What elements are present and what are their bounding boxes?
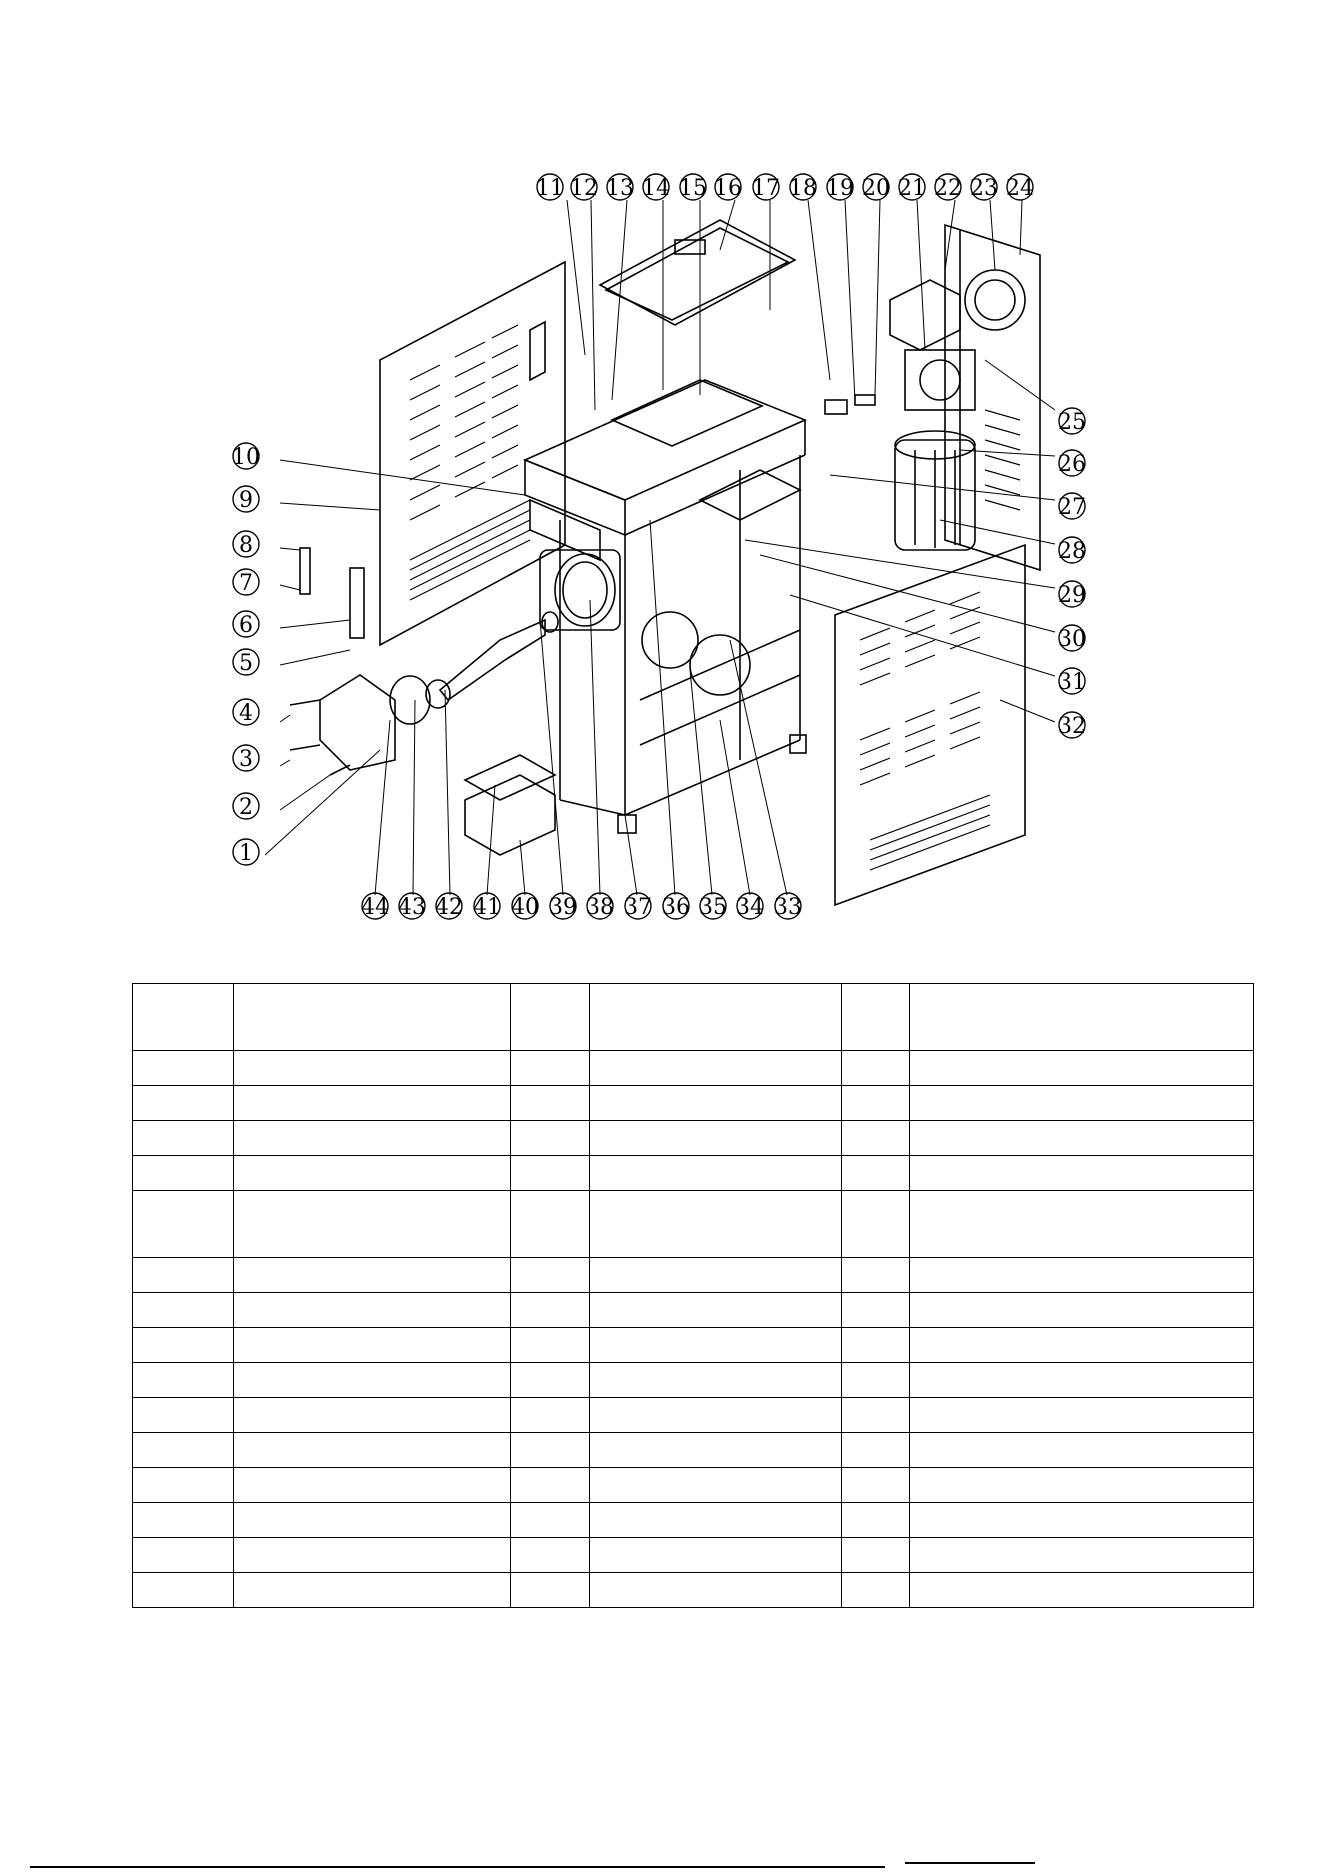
table-cell	[590, 1258, 842, 1293]
table-cell	[910, 1398, 1254, 1433]
table-cell	[511, 1538, 590, 1573]
table-cell	[910, 1121, 1254, 1156]
table-cell	[133, 1433, 234, 1468]
table-cell	[842, 1328, 910, 1363]
callout-4: 4	[239, 701, 253, 726]
table-cell	[590, 1191, 842, 1258]
table-row	[133, 1328, 1254, 1363]
table-cell	[133, 1191, 234, 1258]
table-cell	[842, 1573, 910, 1608]
table-cell	[133, 1398, 234, 1433]
table-cell	[910, 1573, 1254, 1608]
callout-7: 7	[239, 571, 253, 596]
callout-15: 15	[679, 176, 707, 201]
callout-26: 26	[1058, 452, 1086, 477]
table-cell	[133, 1328, 234, 1363]
callout-28: 28	[1058, 539, 1086, 564]
callout-43: 43	[398, 895, 426, 920]
callout-1: 1	[239, 841, 253, 866]
left-side-panel	[380, 262, 565, 645]
callout-5: 5	[239, 651, 253, 676]
callout-31: 31	[1058, 670, 1086, 695]
table-cell	[234, 1363, 511, 1398]
callout-42: 42	[435, 895, 463, 920]
callout-33: 33	[774, 895, 802, 920]
table-cell	[590, 1468, 842, 1503]
table-row	[133, 1398, 1254, 1433]
table-cell	[511, 1573, 590, 1608]
hopper-lid	[600, 220, 795, 325]
table-cell	[234, 1433, 511, 1468]
table-cell	[234, 1293, 511, 1328]
callout-38: 38	[586, 895, 614, 920]
table-cell	[910, 1156, 1254, 1191]
callout-2: 2	[239, 795, 253, 820]
callout-22: 22	[934, 176, 962, 201]
table-cell	[234, 1051, 511, 1086]
table-cell	[234, 1191, 511, 1258]
table-cell	[511, 1191, 590, 1258]
table-cell	[133, 1086, 234, 1121]
table-cell	[910, 1503, 1254, 1538]
table-cell	[842, 1433, 910, 1468]
table-cell	[133, 1573, 234, 1608]
table-cell	[511, 1121, 590, 1156]
table-cell	[842, 1363, 910, 1398]
table-cell	[910, 1363, 1254, 1398]
callout-30: 30	[1058, 627, 1086, 652]
table-cell	[842, 1398, 910, 1433]
callout-44: 44	[361, 895, 389, 920]
table-row	[133, 1258, 1254, 1293]
table-cell	[234, 1328, 511, 1363]
callout-14: 14	[642, 176, 670, 201]
gear-motor-assembly	[825, 270, 1025, 550]
table-cell	[511, 1328, 590, 1363]
table-row	[133, 1573, 1254, 1608]
table-cell	[133, 1121, 234, 1156]
table-row	[133, 1121, 1254, 1156]
table-cell	[910, 1328, 1254, 1363]
table-cell	[842, 1051, 910, 1086]
callout-40: 40	[511, 895, 539, 920]
callout-20: 20	[862, 176, 890, 201]
table-cell	[133, 1503, 234, 1538]
table-cell	[590, 1538, 842, 1573]
table-cell	[511, 1503, 590, 1538]
callout-36: 36	[662, 895, 690, 920]
table-cell	[511, 1293, 590, 1328]
table-cell	[511, 1398, 590, 1433]
table-cell	[234, 1398, 511, 1433]
callout-12: 12	[570, 176, 598, 201]
table-cell	[910, 1538, 1254, 1573]
table-row	[133, 1051, 1254, 1086]
table-cell	[842, 1503, 910, 1538]
table-cell	[590, 1051, 842, 1086]
table-cell	[590, 1086, 842, 1121]
callout-numbers	[232, 176, 1086, 920]
table-cell	[910, 1293, 1254, 1328]
table-row	[133, 1503, 1254, 1538]
table-cell	[511, 1363, 590, 1398]
table-cell	[511, 1433, 590, 1468]
table-cell	[842, 1191, 910, 1258]
table-cell	[842, 1468, 910, 1503]
parts-list-table	[132, 983, 1254, 1608]
table-cell	[133, 1538, 234, 1573]
table-cell	[590, 1398, 842, 1433]
table-cell	[910, 1468, 1254, 1503]
callout-41: 41	[473, 895, 501, 920]
table-row	[133, 1293, 1254, 1328]
drip-tray	[465, 755, 555, 855]
front-door-assembly	[290, 675, 430, 775]
table-cell	[234, 1468, 511, 1503]
table-cell	[133, 1468, 234, 1503]
table-row	[133, 1156, 1254, 1191]
table-cell	[234, 1503, 511, 1538]
table-cell	[842, 1086, 910, 1121]
table-cell	[910, 1258, 1254, 1293]
beater	[426, 620, 545, 708]
table-cell	[234, 984, 511, 1051]
table-cell	[910, 984, 1254, 1051]
callout-34: 34	[736, 895, 764, 920]
table-cell	[133, 1051, 234, 1086]
table-cell	[133, 1293, 234, 1328]
table-cell	[133, 1258, 234, 1293]
back-panel	[945, 225, 1040, 570]
table-cell	[133, 984, 234, 1051]
callout-6: 6	[239, 613, 253, 638]
table-cell	[511, 1156, 590, 1191]
callout-27: 27	[1058, 495, 1086, 520]
callout-37: 37	[624, 895, 652, 920]
table-cell	[511, 1468, 590, 1503]
callout-29: 29	[1058, 583, 1086, 608]
callout-17: 17	[752, 176, 780, 201]
table-cell	[590, 1503, 842, 1538]
table-row	[133, 1363, 1254, 1398]
callout-24: 24	[1006, 176, 1034, 201]
callout-32: 32	[1058, 714, 1086, 739]
table-cell	[511, 1258, 590, 1293]
table-cell	[511, 1051, 590, 1086]
freezing-cylinder-front	[540, 550, 620, 632]
table-cell	[234, 1156, 511, 1191]
table-cell	[511, 984, 590, 1051]
callout-13: 13	[606, 176, 634, 201]
table-cell	[842, 984, 910, 1051]
table-cell	[590, 1573, 842, 1608]
table-cell	[590, 1433, 842, 1468]
footer-rule	[30, 1866, 885, 1868]
callout-23: 23	[970, 176, 998, 201]
table-cell	[234, 1121, 511, 1156]
callout-8: 8	[239, 533, 253, 558]
table-cell	[590, 1156, 842, 1191]
callout-21: 21	[898, 176, 926, 201]
table-cell	[511, 1086, 590, 1121]
table-cell	[234, 1573, 511, 1608]
table-cell	[133, 1363, 234, 1398]
table-cell	[234, 1538, 511, 1573]
callout-10: 10	[232, 445, 260, 470]
table-row	[133, 1433, 1254, 1468]
callout-11: 11	[536, 176, 564, 201]
table-cell	[910, 1086, 1254, 1121]
table-cell	[590, 1121, 842, 1156]
table-cell	[910, 1191, 1254, 1258]
table-cell	[590, 1363, 842, 1398]
callout-39: 39	[549, 895, 577, 920]
table-cell	[234, 1258, 511, 1293]
callout-3: 3	[239, 747, 253, 772]
table-row	[133, 1086, 1254, 1121]
footer-mark	[905, 1862, 1035, 1864]
callout-9: 9	[239, 488, 253, 513]
table-cell	[910, 1051, 1254, 1086]
table-cell	[842, 1258, 910, 1293]
table-cell	[234, 1086, 511, 1121]
table-cell	[842, 1121, 910, 1156]
callout-16: 16	[714, 176, 742, 201]
table-cell	[910, 1433, 1254, 1468]
table-row	[133, 1538, 1254, 1573]
callout-19: 19	[826, 176, 854, 201]
table-row	[133, 984, 1254, 1051]
table-cell	[842, 1293, 910, 1328]
table-row	[133, 1191, 1254, 1258]
table-cell	[590, 1293, 842, 1328]
table-cell	[590, 984, 842, 1051]
callout-25: 25	[1058, 410, 1086, 435]
callout-35: 35	[699, 895, 727, 920]
table-row	[133, 1468, 1254, 1503]
table-cell	[590, 1328, 842, 1363]
callout-18: 18	[789, 176, 817, 201]
table-cell	[842, 1538, 910, 1573]
leader-lines	[265, 200, 1055, 895]
table-cell	[842, 1156, 910, 1191]
table-cell	[133, 1156, 234, 1191]
